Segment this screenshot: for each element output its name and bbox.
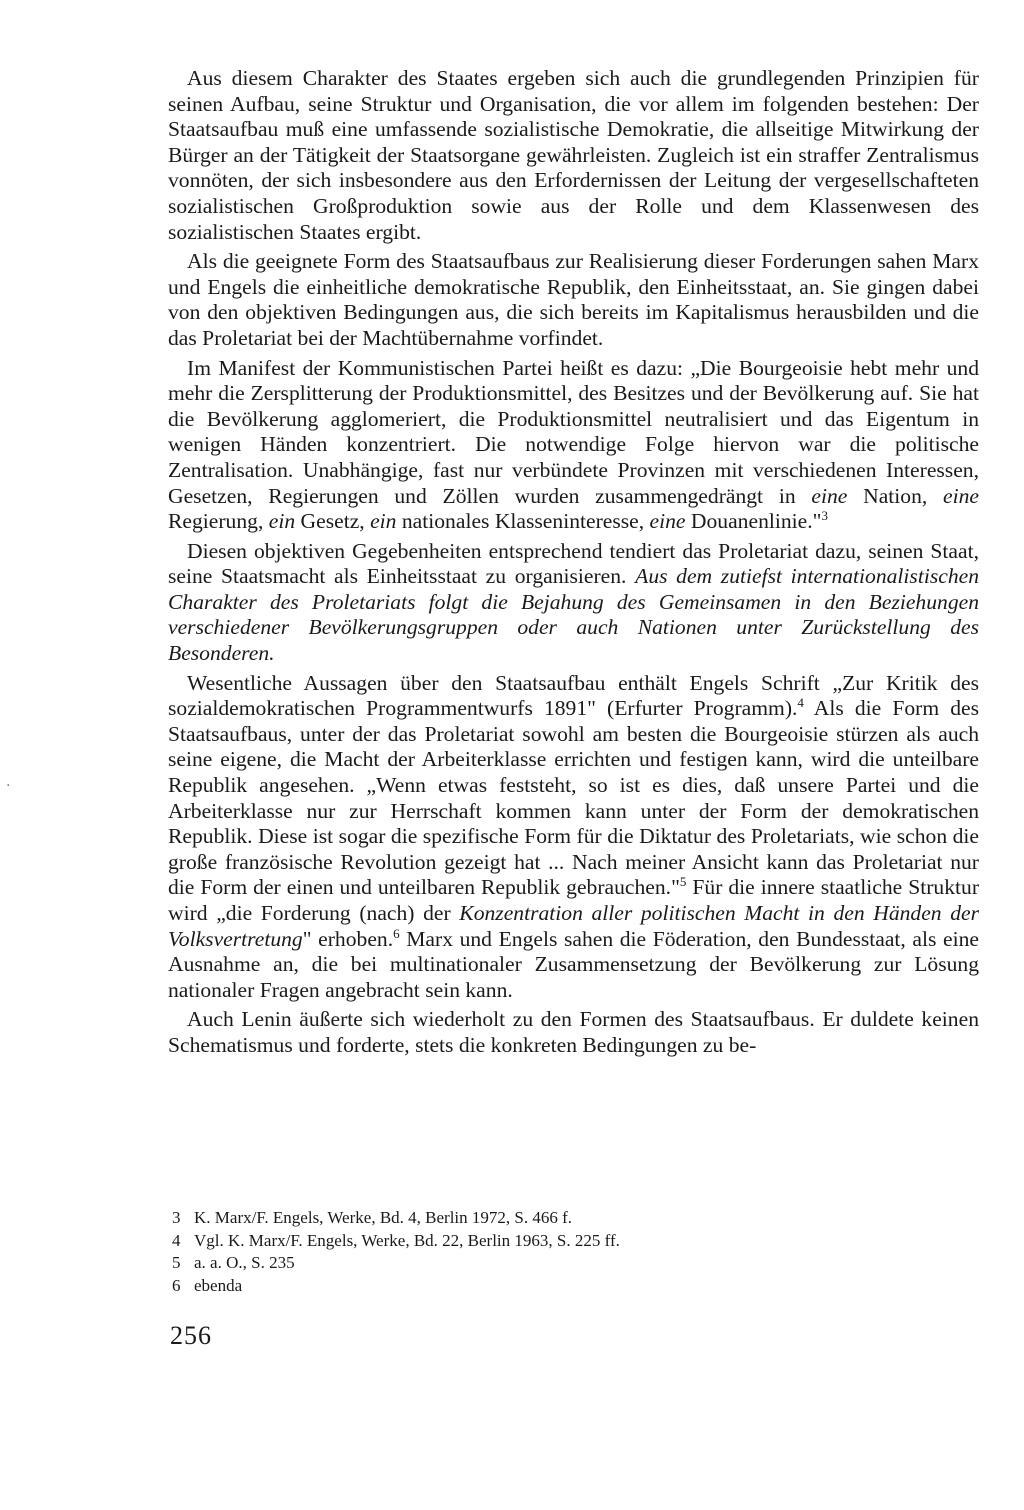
footnote-text: Vgl. K. Marx/F. Engels, Werke, Bd. 22, Berlin 1963, S. 225 ff. [194, 1230, 620, 1250]
emphasis-text: Konzentration aller politischen Macht in den Händen der Volksvertretung [168, 901, 979, 951]
body-text [168, 66, 979, 1059]
footnote-text: a. a. O., S. 235 [194, 1253, 295, 1273]
footnote-number: 4 [172, 1230, 181, 1250]
paragraph-text: Wesentliche Aussagen über den Staatsaufbau enthält Engels Schrift „Zur Kritik des sozialdemokratischen Programmentwurfs 1891" (Erfurter Programm). [168, 670, 979, 721]
emphasis-text: Aus dem zutiefst internationalistischen Charakter des Proletariats folgt die Bejahung des Gemeinsamen in den Beziehungen verschiedener Bevölkerungsgruppen oder auch Nationen unter Zurückstellung des Besonderen. [168, 564, 979, 666]
paragraph-text: Für die innere staatliche Struktur wird „die Forderung (nach) der [168, 875, 980, 925]
paragraph-text: Auch Lenin äußerte sich wiederholt zu den Formen des Staatsaufbaus. Er duldete keinen Schematismus und forderte, stets die konkreten Bedingungen zu be- [168, 1007, 979, 1057]
footnote-reference: 6 [393, 925, 400, 941]
emphasis-text: eine [943, 483, 979, 508]
footnote [172, 1207, 872, 1230]
paragraph-text: " erhoben. [302, 926, 394, 951]
emphasis-text: eine [811, 483, 848, 508]
footnote [172, 1252, 872, 1275]
paragraph-text: Douanenlinie." [685, 509, 822, 534]
paragraph [168, 66, 979, 245]
paragraph-text: Als die Form des Staatsaufbaus, unter der das Proletariat sowohl am besten die Bourgeoisie stürzen als auch seine eigene, die Macht der Arbeiterklasse errichten und festigen kann, wird die unteilbare Republik angesehen. „Wenn etwas feststeht, so ist es dies, daß unsere Partei und die Arbeiterklasse nur zur Herrschaft kommen kann unter der Form der demokratischen Republik. Diese ist sogar die spezifische Form für die Diktatur des Proletariats, wie schon die große französische Revolution gezeigt hat ... Nach meiner Ansicht kann das Proletariat nur die Form der einen und unteilbaren Republik gebrauchen." [168, 696, 979, 900]
emphasis-text: ein [370, 509, 397, 534]
paragraph-text: Gesetz, [295, 509, 371, 534]
page-number: 256 [170, 1321, 212, 1350]
paragraph [168, 249, 979, 351]
footnote-number: 6 [172, 1275, 181, 1295]
footnote [172, 1275, 872, 1298]
paragraph-text: Nation, [847, 483, 944, 508]
paragraph [168, 539, 979, 667]
paragraph-text: Im Manifest der Kommunistischen Partei heißt es dazu: „Die Bourgeoisie hebt mehr und mehr die Zersplitterung der Produktionsmittel, des Besitzes und der Bevölkerung auf. Sie hat die Bevölkerung agglomeriert, die Produktionsmittel neutralisiert und das Eigentum in wenigen Händen konzentriert. Die notwendige Folge hiervon war die politische Zentralisation. Unabhängige, fast nur verbündete Provinzen mit verschiedenen Interessen, Gesetzen, Regierungen und Zöllen wurden zusammengedrängt in [168, 355, 979, 508]
footnote-text: K. Marx/F. Engels, Werke, Bd. 4, Berlin 1972, S. 466 f. [194, 1208, 573, 1227]
emphasis-text: ein [268, 509, 296, 534]
footnote-text: ebenda [194, 1275, 243, 1295]
paragraph [168, 356, 979, 535]
footnote-reference: 3 [821, 507, 828, 523]
paragraph-text: Regierung, [168, 509, 269, 534]
footnotes [172, 1207, 872, 1297]
paragraph-text: Als die geeignete Form des Staatsaufbaus zur Realisierung dieser Forderungen sahen Marx und Engels die einheitliche demokratische Republik, den Einheitsstaat, an. Sie gingen dabei von den objektiven Bedingungen aus, die sich bereits im Kapitalismus herausbilden und die das Proletariat bei der Machtübernahme vorfindet. [168, 249, 979, 350]
paragraph-text: Aus diesem Charakter des Staates ergeben sich auch die grundlegenden Prinzipien für seinen Aufbau, seine Struktur und Organisation, die vor allem im folgenden bestehen: Der Staatsaufbau muß eine umfassende sozialistische Demokratie, die allseitige Mitwirkung der Bürger an der Tätigkeit der Staatsorgane gewährleisten. Zugleich ist ein straffer Zentralismus vonnöten, der sich insbesondere aus den Erfordernissen der Leitung der vergesellschafteten sozialistischen Großproduktion sowie aus der Rolle und dem Klassenwesen des sozialistischen Staates ergibt. [168, 66, 979, 244]
footnote-number: 5 [172, 1253, 181, 1273]
paragraph-text: Marx und Engels sahen die Föderation, den Bundesstaat, als eine Ausnahme an, die bei multinationaler Zusammensetzung der Bevölkerung zur Lösung nationaler Fragen angebracht sein kann. [168, 926, 979, 1002]
footnote [172, 1230, 872, 1253]
paragraph [168, 671, 979, 1004]
footnote-reference: 4 [797, 695, 804, 711]
scan-artifact-mark: · [6, 778, 11, 794]
paragraph [168, 1007, 979, 1058]
paragraph-text: nationales Klasseninteresse, [396, 509, 650, 534]
emphasis-text: eine [649, 509, 686, 534]
paragraph-text: Diesen objektiven Gegebenheiten entsprechend tendiert das Proletariat dazu, seinen Staat, seine Staatsmacht als Einheitsstaat zu organisieren. [168, 538, 979, 589]
footnote-number: 3 [172, 1208, 181, 1227]
footnote-reference: 5 [679, 874, 687, 890]
